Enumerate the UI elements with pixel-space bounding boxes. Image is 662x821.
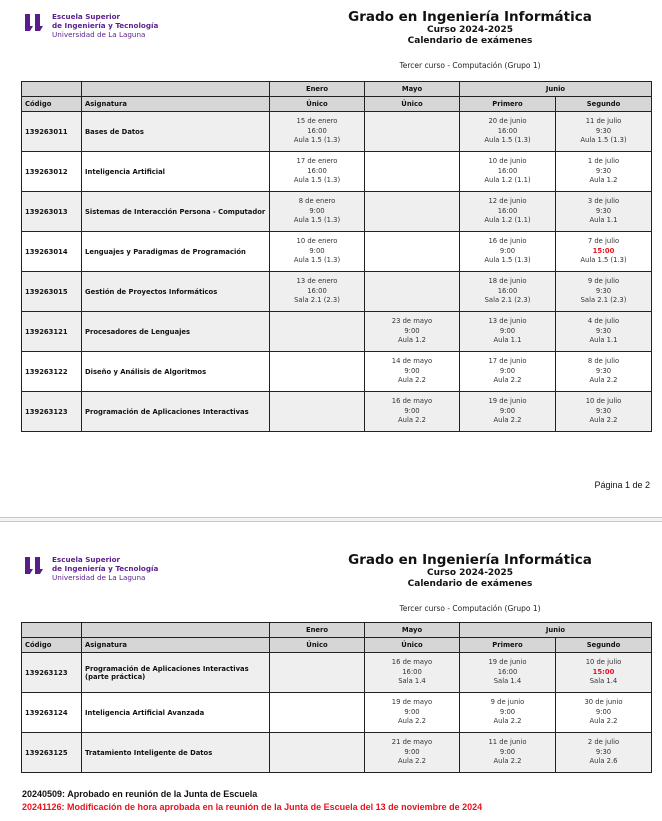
exam-room: Aula 2.2 <box>398 757 426 766</box>
exam-date: 10 de enero <box>296 236 338 245</box>
exam-room: Aula 1.5 (1.3) <box>293 176 341 185</box>
exam-rows-page-1 <box>22 112 652 432</box>
exam-room: Aula 2.2 <box>398 717 426 726</box>
exam-time: 9:00 <box>595 707 612 716</box>
calendar-title: Calendario de exámenes <box>407 579 533 589</box>
exam-cell-junio1 <box>460 112 556 152</box>
exam-cell-junio2 <box>556 192 652 232</box>
subject-code: 139263014 <box>22 232 82 272</box>
column-header-code: Código <box>22 97 82 112</box>
column-header-enero-unico: Único <box>270 97 365 112</box>
subject-code: 139263122 <box>22 352 82 392</box>
exam-room: Aula 1.5 (1.3) <box>293 216 341 225</box>
group-subtitle: Tercer curso - Computación (Grupo 1) <box>399 61 541 70</box>
exam-cell-junio1 <box>460 232 556 272</box>
exam-date: 11 de junio <box>488 737 527 746</box>
exam-time: 9:30 <box>595 366 612 375</box>
degree-title: Grado en Ingeniería Informática <box>348 552 592 568</box>
exam-rows-page-2 <box>22 653 652 773</box>
exam-cell-junio1 <box>460 312 556 352</box>
exam-time: 16:00 <box>497 667 518 676</box>
exam-date: 16 de mayo <box>391 396 433 405</box>
exam-cell-mayo <box>365 192 460 232</box>
exam-time: 9:30 <box>595 286 612 295</box>
subject-code: 139263011 <box>22 112 82 152</box>
exam-cell-enero <box>270 392 365 432</box>
month-header-mayo: Mayo <box>365 623 460 638</box>
exam-cell-mayo <box>365 653 460 693</box>
table-row <box>22 152 652 192</box>
month-header-enero: Enero <box>270 623 365 638</box>
exam-room: Aula 1.5 (1.3) <box>580 256 627 265</box>
logo-line-1: Escuela Superior <box>52 555 121 564</box>
exam-time: 9:00 <box>499 246 516 255</box>
exam-time: 16:00 <box>402 667 422 676</box>
exam-date: 17 de enero <box>296 156 338 165</box>
exam-cell-mayo <box>365 733 460 773</box>
exam-time: 9:30 <box>595 126 612 135</box>
exam-room: Aula 1.1 <box>589 216 618 225</box>
table-row <box>22 112 652 152</box>
exam-room: Sala 1.4 <box>398 677 426 686</box>
table-row <box>22 733 652 773</box>
table-row <box>22 232 652 272</box>
column-header-subject: Asignatura <box>82 638 270 653</box>
table-row <box>22 272 652 312</box>
exam-cell-mayo <box>365 312 460 352</box>
degree-title: Grado en Ingeniería Informática <box>348 9 592 25</box>
exam-time: 9:00 <box>499 707 516 716</box>
subject-code: 139263123 <box>22 392 82 432</box>
column-header-primero: Primero <box>460 97 556 112</box>
exam-time: 9:00 <box>404 326 420 335</box>
subject-code: 139263015 <box>22 272 82 312</box>
exam-room: Sala 1.4 <box>493 677 522 686</box>
exam-time: 9:00 <box>309 246 325 255</box>
exam-room: Aula 1.2 <box>589 176 618 185</box>
exam-date: 10 de julio <box>585 396 622 405</box>
ull-logo-icon <box>24 557 48 575</box>
column-header-row <box>22 638 652 653</box>
month-header-mayo: Mayo <box>365 82 460 97</box>
column-header-enero-unico: Único <box>270 638 365 653</box>
month-header <box>22 623 82 638</box>
exam-cell-enero <box>270 693 365 733</box>
group-subtitle: Tercer curso - Computación (Grupo 1) <box>399 604 541 613</box>
subject-name: Diseño y Análisis de Algoritmos <box>82 352 270 392</box>
exam-date: 11 de julio <box>585 116 622 125</box>
month-header <box>22 82 82 97</box>
exam-cell-junio1 <box>460 653 556 693</box>
exam-room: Aula 2.6 <box>589 757 618 766</box>
page-separator <box>0 517 662 522</box>
month-header-junio: Junio <box>460 82 652 97</box>
subject-code: 139263124 <box>22 693 82 733</box>
exam-date: 19 de junio <box>488 396 527 405</box>
exam-cell-junio1 <box>460 392 556 432</box>
exam-cell-enero <box>270 653 365 693</box>
subject-name: Bases de Datos <box>82 112 270 152</box>
exam-table-page-1 <box>21 81 652 432</box>
exam-room: Aula 2.2 <box>398 376 426 385</box>
exam-cell-mayo <box>365 693 460 733</box>
exam-room: Aula 1.2 (1.1) <box>484 216 531 225</box>
course-year: Curso 2024-2025 <box>427 568 513 578</box>
exam-time: 9:00 <box>404 747 420 756</box>
calendar-title: Calendario de exámenes <box>407 36 533 46</box>
exam-date: 4 de julio <box>587 316 620 325</box>
subject-name: Inteligencia Artificial Avanzada <box>82 693 270 733</box>
page-number: Página 1 de 2 <box>594 480 650 490</box>
exam-time: 15:00 <box>592 667 615 676</box>
exam-date: 9 de junio <box>490 697 525 706</box>
exam-cell-junio1 <box>460 192 556 232</box>
table-row <box>22 192 652 232</box>
exam-room: Aula 1.2 <box>398 336 426 345</box>
exam-cell-junio2 <box>556 232 652 272</box>
exam-cell-junio1 <box>460 272 556 312</box>
exam-time: 16:00 <box>497 126 518 135</box>
column-header-mayo-unico: Único <box>365 97 460 112</box>
logo-line-3: Universidad de La Laguna <box>52 30 146 39</box>
month-header-enero: Enero <box>270 82 365 97</box>
column-header-subject: Asignatura <box>82 97 270 112</box>
column-header-code: Código <box>22 638 82 653</box>
exam-room: Aula 1.5 (1.3) <box>484 136 531 145</box>
subject-name: Lenguajes y Paradigmas de Programación <box>82 232 270 272</box>
approval-notes <box>22 788 482 814</box>
table-row <box>22 653 652 693</box>
exam-time: 16:00 <box>307 126 327 135</box>
month-header <box>82 82 270 97</box>
exam-table-page-2 <box>21 622 652 773</box>
exam-time: 9:00 <box>404 707 420 716</box>
exam-date: 7 de julio <box>587 236 620 245</box>
exam-room: Aula 1.5 (1.3) <box>580 136 627 145</box>
ull-logo-icon <box>24 14 48 32</box>
logo-line-3: Universidad de La Laguna <box>52 573 146 582</box>
subject-name: Inteligencia Artificial <box>82 152 270 192</box>
exam-time: 9:00 <box>499 406 516 415</box>
exam-cell-enero <box>270 112 365 152</box>
exam-time: 9:30 <box>595 166 612 175</box>
exam-date: 23 de mayo <box>391 316 433 325</box>
exam-date: 19 de junio <box>488 657 527 666</box>
exam-time: 9:30 <box>595 206 612 215</box>
subject-name: Procesadores de Lenguajes <box>82 312 270 352</box>
exam-cell-junio2 <box>556 693 652 733</box>
exam-date: 12 de junio <box>488 196 527 205</box>
exam-room: Aula 2.2 <box>493 717 522 726</box>
subject-code: 139263125 <box>22 733 82 773</box>
exam-time: 16:00 <box>307 286 327 295</box>
exam-room: Aula 2.2 <box>589 416 618 425</box>
exam-cell-mayo <box>365 232 460 272</box>
subject-code: 139263123 <box>22 653 82 693</box>
exam-time: 9:00 <box>499 747 516 756</box>
exam-cell-junio1 <box>460 733 556 773</box>
table-row <box>22 392 652 432</box>
exam-date: 16 de mayo <box>391 657 433 666</box>
exam-cell-mayo <box>365 152 460 192</box>
exam-date: 13 de junio <box>488 316 527 325</box>
exam-time: 16:00 <box>307 166 327 175</box>
month-header <box>82 623 270 638</box>
subject-name: Tratamiento Inteligente de Datos <box>82 733 270 773</box>
exam-cell-junio2 <box>556 312 652 352</box>
exam-room: Sala 1.4 <box>589 677 618 686</box>
exam-room: Aula 1.1 <box>493 336 522 345</box>
exam-cell-enero <box>270 312 365 352</box>
table-row <box>22 693 652 733</box>
exam-time: 9:00 <box>499 326 516 335</box>
column-header-segundo: Segundo <box>556 97 652 112</box>
exam-date: 3 de julio <box>587 196 620 205</box>
month-header-junio: Junio <box>460 623 652 638</box>
exam-date: 8 de julio <box>587 356 620 365</box>
exam-room: Sala 2.1 (2.3) <box>484 296 531 305</box>
exam-room: Aula 2.2 <box>493 416 522 425</box>
column-header-row <box>22 97 652 112</box>
exam-cell-junio2 <box>556 733 652 773</box>
exam-cell-junio1 <box>460 352 556 392</box>
exam-room: Aula 2.2 <box>493 757 522 766</box>
subject-code: 139263013 <box>22 192 82 232</box>
exam-date: 9 de julio <box>587 276 620 285</box>
page-2 <box>0 523 662 821</box>
exam-date: 16 de junio <box>488 236 527 245</box>
exam-time: 9:00 <box>404 366 420 375</box>
exam-date: 21 de mayo <box>391 737 433 746</box>
exam-room: Aula 1.2 (1.1) <box>484 176 531 185</box>
exam-cell-enero <box>270 733 365 773</box>
exam-time: 9:00 <box>499 366 516 375</box>
month-header-row <box>22 623 652 638</box>
exam-time: 9:00 <box>309 206 325 215</box>
exam-room: Aula 2.2 <box>398 416 426 425</box>
exam-room: Aula 1.5 (1.3) <box>293 136 341 145</box>
exam-time: 16:00 <box>497 166 518 175</box>
exam-date: 15 de enero <box>296 116 338 125</box>
logo-line-1: Escuela Superior <box>52 12 121 21</box>
exam-cell-junio2 <box>556 352 652 392</box>
exam-time: 9:30 <box>595 747 612 756</box>
exam-cell-junio1 <box>460 693 556 733</box>
exam-room: Aula 1.1 <box>589 336 618 345</box>
school-logo <box>24 12 224 52</box>
logo-line-2: de Ingeniería y Tecnología <box>52 564 159 573</box>
subject-name: Sistemas de Interacción Persona - Computador <box>82 192 270 232</box>
table-row <box>22 352 652 392</box>
exam-room: Sala 2.1 (2.3) <box>294 296 340 305</box>
exam-cell-junio2 <box>556 112 652 152</box>
exam-cell-junio2 <box>556 272 652 312</box>
exam-room: Sala 2.1 (2.3) <box>580 296 627 305</box>
exam-date: 10 de julio <box>585 657 622 666</box>
exam-room: Aula 1.5 (1.3) <box>293 256 341 265</box>
approval-note: 20240509: Aprobado en reunión de la Junta de Escuela <box>22 789 258 799</box>
exam-date: 19 de mayo <box>391 697 433 706</box>
exam-cell-enero <box>270 192 365 232</box>
exam-cell-junio2 <box>556 392 652 432</box>
exam-date: 2 de julio <box>587 737 620 746</box>
exam-date: 8 de enero <box>298 196 336 205</box>
subject-code: 139263121 <box>22 312 82 352</box>
column-header-segundo: Segundo <box>556 638 652 653</box>
exam-room: Aula 2.2 <box>589 717 618 726</box>
exam-cell-enero <box>270 152 365 192</box>
exam-date: 17 de junio <box>488 356 527 365</box>
exam-time: 16:00 <box>497 286 518 295</box>
subject-code: 139263012 <box>22 152 82 192</box>
exam-room: Aula 2.2 <box>589 376 618 385</box>
column-header-mayo-unico: Único <box>365 638 460 653</box>
exam-date: 20 de junio <box>488 116 527 125</box>
exam-cell-mayo <box>365 352 460 392</box>
subject-name: Programación de Aplicaciones Interactivas (parte práctica) <box>82 653 270 693</box>
exam-date: 13 de enero <box>296 276 338 285</box>
modification-note: 20241126: Modificación de hora aprobada en la reunión de la Junta de Escuela del 13 de noviembre de 2024 <box>22 802 483 812</box>
exam-cell-mayo <box>365 112 460 152</box>
logo-line-2: de Ingeniería y Tecnología <box>52 21 159 30</box>
exam-cell-junio2 <box>556 653 652 693</box>
exam-cell-enero <box>270 232 365 272</box>
exam-date: 14 de mayo <box>391 356 433 365</box>
course-year: Curso 2024-2025 <box>427 25 513 35</box>
exam-cell-enero <box>270 352 365 392</box>
exam-cell-enero <box>270 272 365 312</box>
month-header-row <box>22 82 652 97</box>
subject-name: Programación de Aplicaciones Interactivas <box>82 392 270 432</box>
exam-cell-mayo <box>365 272 460 312</box>
exam-cell-junio1 <box>460 152 556 192</box>
column-header-primero: Primero <box>460 638 556 653</box>
exam-cell-junio2 <box>556 152 652 192</box>
exam-cell-mayo <box>365 392 460 432</box>
table-row <box>22 312 652 352</box>
exam-time: 15:00 <box>592 246 615 255</box>
exam-date: 18 de junio <box>488 276 527 285</box>
subject-name: Gestión de Proyectos Informáticos <box>82 272 270 312</box>
exam-time: 9:00 <box>404 406 420 415</box>
exam-date: 30 de junio <box>584 697 623 706</box>
exam-room: Aula 1.5 (1.3) <box>484 256 531 265</box>
exam-time: 9:30 <box>595 406 612 415</box>
exam-time: 16:00 <box>497 206 518 215</box>
exam-date: 10 de junio <box>488 156 527 165</box>
exam-date: 1 de julio <box>587 156 620 165</box>
school-logo <box>24 555 224 595</box>
exam-room: Aula 2.2 <box>493 376 522 385</box>
exam-time: 9:30 <box>595 326 612 335</box>
